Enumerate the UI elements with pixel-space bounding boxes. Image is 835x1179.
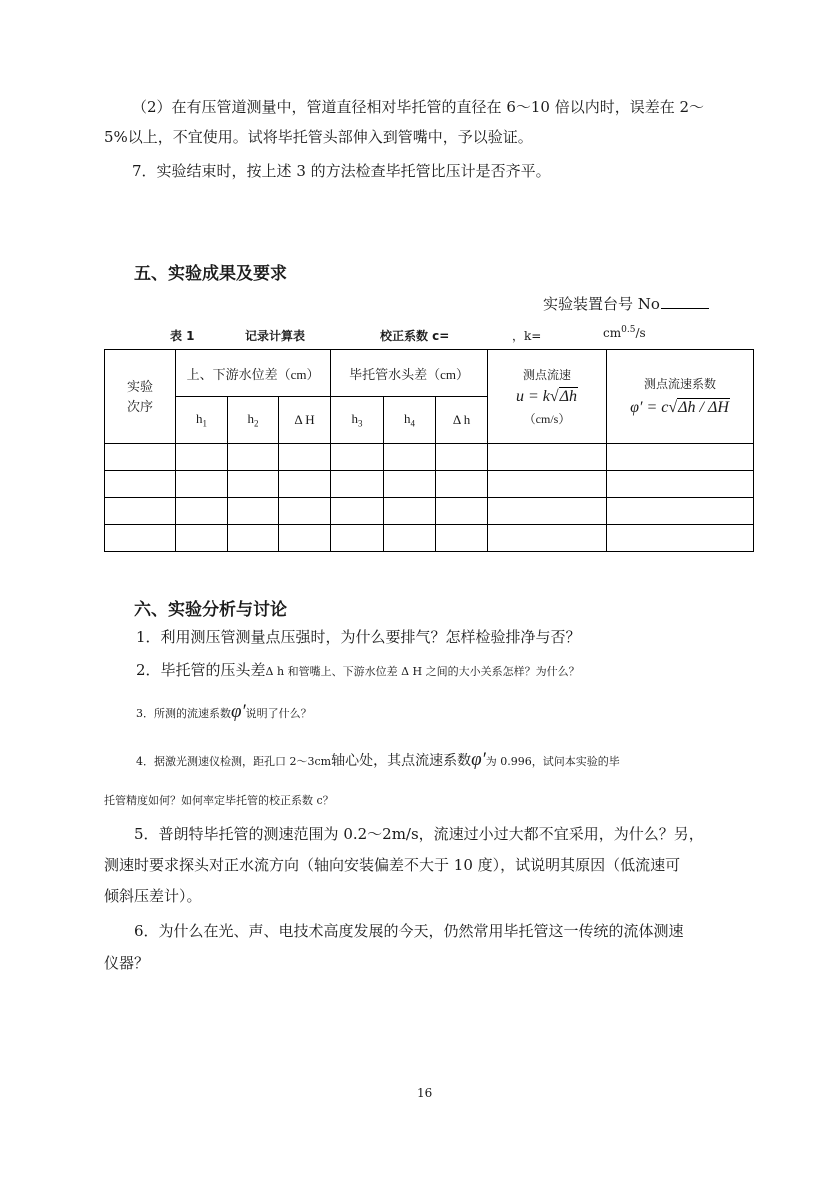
question-4-line-2: 托管精度如何？如何率定毕托管的校正系数 c？ — [104, 794, 334, 807]
table-cell[interactable] — [105, 498, 176, 525]
h4-subscript: 4 — [410, 418, 416, 429]
h2-symbol: h — [247, 411, 254, 427]
question-2 — [136, 660, 580, 682]
table-cell[interactable] — [607, 525, 754, 552]
table-cell[interactable] — [279, 498, 331, 525]
h2-subscript: 2 — [254, 418, 259, 429]
device-label-text: 实验装置台号 No — [543, 295, 660, 313]
table-cell[interactable] — [105, 525, 176, 552]
table-cell[interactable] — [228, 444, 279, 471]
table-cell[interactable] — [176, 498, 228, 525]
h3-subscript: 3 — [358, 418, 363, 429]
table-cell[interactable] — [176, 525, 228, 552]
header-h2 — [228, 397, 279, 444]
table-caption-number: 表 1 — [170, 329, 195, 343]
question-4-part-b: 轴心处，其点流速系数 — [331, 753, 472, 769]
h1-subscript: 1 — [202, 418, 207, 429]
table-cell[interactable] — [228, 498, 279, 525]
velocity-title: 测点流速 — [523, 367, 572, 382]
coefficient-formula-left: φ′ = c — [630, 398, 669, 416]
step-7-text: 7．实验结束时，按上述 3 的方法检查毕托管比压计是否齐平。 — [132, 162, 551, 180]
table-cell[interactable] — [279, 525, 331, 552]
unit-base: cm — [603, 326, 622, 340]
section-6-heading: 六、实验分析与讨论 — [134, 600, 287, 620]
table-cell[interactable] — [488, 498, 607, 525]
question-2-part-a: 2．毕托管的压头差 — [136, 661, 266, 679]
table-cell[interactable] — [176, 444, 228, 471]
table-cell[interactable] — [607, 444, 754, 471]
question-1: 1．利用测压管测量点压强时，为什么要排气？怎样检验排净与否？ — [136, 628, 581, 646]
table-cell[interactable] — [331, 525, 384, 552]
k-unit — [603, 325, 646, 340]
velocity-formula-left: u = k — [515, 387, 550, 405]
table-cell[interactable] — [105, 471, 176, 498]
header-velocity-coefficient — [607, 350, 754, 444]
header-h4 — [384, 397, 436, 444]
table-row — [105, 471, 754, 498]
question-3-part-b: 说明了什么？ — [245, 707, 312, 720]
table-cell[interactable] — [279, 444, 331, 471]
table-header-row-1 — [105, 350, 754, 397]
table-cell[interactable] — [228, 525, 279, 552]
header-test-order — [105, 350, 176, 444]
velocity-unit: （cm/s） — [523, 411, 571, 426]
table-cell[interactable] — [176, 471, 228, 498]
header-h3 — [331, 397, 384, 444]
table-cell[interactable] — [488, 471, 607, 498]
header-point-velocity — [488, 350, 607, 444]
header-delta-H: Δ H — [279, 397, 331, 444]
h4-symbol: h — [404, 411, 411, 427]
table-cell[interactable] — [384, 525, 436, 552]
table-row — [105, 525, 754, 552]
table-cell[interactable] — [331, 471, 384, 498]
paragraph-2-line-2: 5%以上，不宜使用。试将毕托管头部伸入到管嘴中，予以验证。 — [104, 128, 533, 146]
table-cell[interactable] — [436, 498, 488, 525]
table-cell[interactable] — [436, 444, 488, 471]
section-5-heading: 五、实验成果及要求 — [134, 264, 287, 284]
table-cell[interactable] — [331, 444, 384, 471]
phi-symbol: φ′ — [471, 749, 486, 770]
question-5-line-1: 5．普朗特毕托管的测速范围为 0.2～2m/s，流速过小过大都不宜采用，为什么？另， — [134, 825, 704, 843]
table-row — [105, 498, 754, 525]
question-5-line-2: 测速时要求探头对正水流方向（轴向安装偏差不大于 10 度），试说明其原因（低流速可 — [104, 856, 681, 874]
table-cell[interactable] — [228, 471, 279, 498]
question-4-part-a: 4．据激光测速仪检测，距孔口 2～3cm — [136, 755, 332, 768]
header-delta-h: Δ h — [436, 397, 488, 444]
coefficient-formula: φ′ = c√Δh / ΔH — [630, 398, 729, 416]
table-caption-title: 记录计算表 — [245, 329, 306, 343]
question-3 — [136, 701, 312, 725]
question-6-line-2: 仪器？ — [104, 954, 150, 972]
table-cell[interactable] — [105, 444, 176, 471]
header-test-order-line1: 实验 — [126, 378, 153, 394]
coefficient-formula-root: Δh / ΔH — [678, 398, 729, 416]
question-4-part-c: 为 0.996，试问本实验的毕 — [485, 755, 620, 768]
table-cell[interactable] — [384, 498, 436, 525]
table-cell[interactable] — [488, 525, 607, 552]
record-calculation-table — [104, 349, 754, 552]
question-5-line-3: 倾斜压差计）。 — [104, 887, 202, 905]
unit-tail: /s — [635, 326, 646, 340]
h3-symbol: h — [351, 411, 359, 427]
table-cell[interactable] — [279, 471, 331, 498]
question-4-line-1 — [136, 749, 620, 773]
page-number: 16 — [417, 1086, 433, 1100]
table-row — [105, 444, 754, 471]
table-cell[interactable] — [384, 471, 436, 498]
header-water-level-diff: 上、下游水位差（cm） — [176, 350, 331, 397]
velocity-formula: u = k√Δh — [515, 387, 578, 405]
table-cell[interactable] — [384, 444, 436, 471]
header-pitot-head-diff: 毕托管水头差（cm） — [331, 350, 488, 397]
device-number-blank[interactable] — [661, 294, 709, 309]
question-6-line-1: 6．为什么在光、声、电技术高度发展的今天，仍然常用毕托管这一传统的流体测速 — [134, 922, 684, 940]
question-2-part-b: Δ h 和管嘴上、下游水位差 Δ H 之间的大小关系怎样？为什么？ — [265, 665, 580, 678]
header-test-order-line2: 次序 — [126, 398, 153, 414]
k-label: ，k= — [512, 329, 542, 343]
velocity-formula-root: Δh — [559, 387, 578, 405]
table-cell[interactable] — [607, 471, 754, 498]
table-cell[interactable] — [331, 498, 384, 525]
unit-exponent: 0.5 — [621, 325, 636, 335]
coefficient-title: 测点流速系数 — [644, 376, 717, 391]
table-cell[interactable] — [607, 498, 754, 525]
correction-coefficient-label: 校正系数 c= — [380, 329, 450, 343]
phi-symbol: φ′ — [231, 701, 246, 722]
device-number-label — [543, 294, 709, 314]
table-cell[interactable] — [436, 471, 488, 498]
paragraph-2-line-1: （2）在有压管道测量中，管道直径相对毕托管的直径在 6～10 倍以内时，误差在 2～ — [132, 98, 705, 116]
table-cell[interactable] — [436, 525, 488, 552]
h1-symbol: h — [196, 411, 203, 427]
header-h1 — [176, 397, 228, 444]
table-cell[interactable] — [488, 444, 607, 471]
question-3-part-a: 3．所测的流速系数 — [136, 707, 231, 720]
